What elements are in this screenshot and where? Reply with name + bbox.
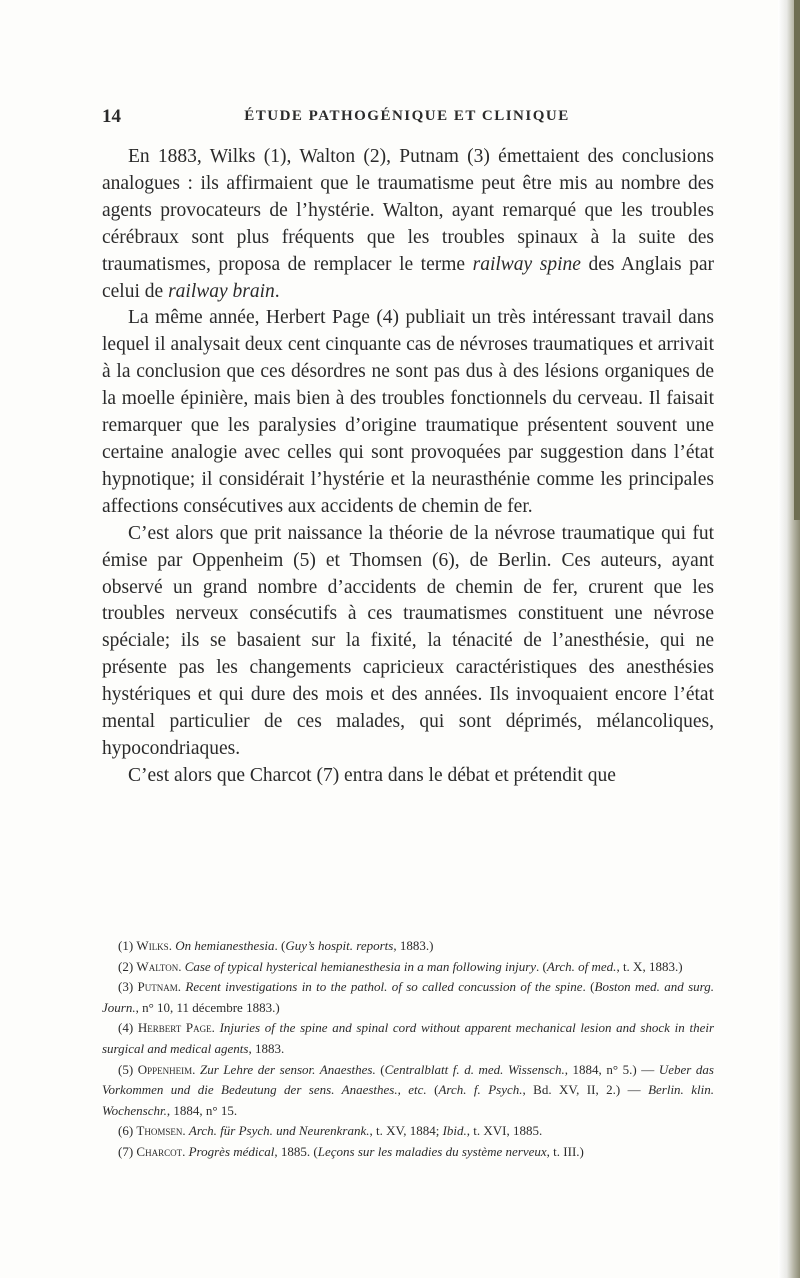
footnote-sep: . bbox=[211, 1020, 220, 1036]
page-number: 14 bbox=[102, 106, 121, 127]
binding-edge bbox=[794, 0, 800, 520]
footnote-4 bbox=[102, 1018, 714, 1059]
footnotes bbox=[102, 936, 714, 1163]
footnote-source: Ibid. bbox=[442, 1123, 467, 1139]
footnote-author: Wilks bbox=[136, 938, 169, 953]
paragraph-4: C’est alors que Charcot (7) entra dans le débat et prétendit que bbox=[128, 764, 616, 786]
term-railway-brain: railway brain bbox=[168, 280, 275, 302]
footnote-title: Injuries of the spine and spinal cord without apparent mechanical lesion and shock in their surgical and medical agents bbox=[102, 1020, 715, 1056]
footnote-source: Leçons sur les maladies du système nerveux bbox=[317, 1143, 547, 1159]
footnote-source: Boston med. and surg. Journ. bbox=[102, 979, 714, 1015]
footnote-number: (1) bbox=[118, 938, 137, 953]
footnote-sep: . bbox=[182, 1123, 189, 1139]
footnote-text: , t. XV, 1884; bbox=[369, 1123, 443, 1139]
main-text bbox=[102, 144, 714, 790]
footnote-end: , 1884, n° 15. bbox=[166, 1102, 238, 1118]
footnote-author: Herbert Page bbox=[137, 1020, 212, 1036]
footnote-text: , 1885. ( bbox=[274, 1143, 318, 1159]
paragraph-1 bbox=[102, 144, 714, 305]
footnote-source: Arch. of med. bbox=[546, 958, 617, 974]
footnote-end: , t. XVI, 1885. bbox=[466, 1123, 543, 1139]
footnote-sep: . bbox=[192, 1061, 200, 1077]
footnote-7 bbox=[102, 1142, 714, 1163]
paragraph-2: La même année, Herbert Page (4) publiait un très intéressant travail dans lequel il analysait deux cent cinquante cas de névroses traumatiques et arrivait à la conclusion que ces désordres ne sont pas dus à des lésions organiques de la moelle épinière, mais bien à des troubles fonctionnels du cerveau. Il faisait remarquer que les paralysies d’origine traumatique présentent souvent une certaine analogie avec celles qui sont provoquées par suggestion dans l’état hypnotique; il considérait l’hystérie et la neurasthénie comme les principales affections consécutives aux accidents de chemin de fer. bbox=[102, 307, 714, 517]
footnote-text: , 1884, n° 5.) — bbox=[564, 1061, 659, 1077]
footnote-text: . ( bbox=[582, 979, 595, 995]
running-title: ÉTUDE PATHOGÉNIQUE ET CLINIQUE bbox=[244, 108, 570, 124]
footnote-text: ( bbox=[375, 1061, 385, 1077]
footnote-number: (2) bbox=[118, 958, 137, 974]
footnote-end: , t. III.) bbox=[546, 1143, 584, 1159]
footnote-title: Case of typical hysterical hemianesthesia in a man following injury bbox=[184, 958, 537, 974]
footnote-number: (4) bbox=[118, 1020, 138, 1036]
footnote-2 bbox=[102, 957, 714, 978]
footnote-sep: . bbox=[168, 938, 176, 953]
footnote-title: Zur Lehre der sensor. Anaesthes. bbox=[199, 1061, 376, 1077]
footnote-3 bbox=[102, 977, 714, 1018]
footnote-author: Oppenheim bbox=[137, 1061, 193, 1077]
footnote-text: , Bd. XV, II, 2.) — bbox=[522, 1082, 649, 1098]
footnote-sep: . bbox=[178, 958, 185, 974]
footnote-author: Putnam bbox=[137, 979, 178, 995]
footnote-title: Recent investigations in to the pathol. of so called concussion of the spine bbox=[185, 979, 583, 995]
footnote-title: On hemianesthesia bbox=[175, 938, 275, 953]
footnote-text: , 1883. bbox=[248, 1040, 285, 1056]
paragraph-3: C’est alors que prit naissance la théorie de la névrose traumatique qui fut émise par Oppenheim (5) et Thomsen (6), de Berlin. Ces auteurs, ayant observé un grand nombre d’accidents de chemin de fer, crurent que les troubles nerveux consécutifs à ces traumatismes constituent une névrose spéciale; ils se basaient sur la fixité, la ténacité de l’anesthésie, qui ne présente pas les changements capricieux caractéristiques des anesthésies hystériques et qui dure des mois et des années. Ils invoquaient encore l’état mental particulier de ces malades, qui sont déprimés, mélancoliques, hypocondriaques. bbox=[102, 522, 714, 759]
footnote-text: ( bbox=[426, 1082, 439, 1098]
footnote-author: Charcot bbox=[136, 1143, 183, 1159]
footnote-author: Walton bbox=[136, 958, 179, 974]
footnote-6 bbox=[102, 1121, 714, 1142]
footnote-text: . ( bbox=[274, 938, 286, 953]
running-header bbox=[102, 106, 712, 130]
footnote-end: , n° 10, 11 décembre 1883.) bbox=[135, 999, 280, 1015]
footnote-end: , t. X, 1883.) bbox=[616, 958, 683, 974]
footnote-title: Arch. für Psych. und Neurenkrank. bbox=[188, 1123, 370, 1139]
paragraph-1-end: . bbox=[274, 280, 280, 302]
footnote-sep: . bbox=[182, 1143, 189, 1159]
footnote-sep: . bbox=[177, 979, 186, 995]
paragraph-1-text: En 1883, Wilks (1), Walton (2), Putnam (3) émettaient des conclusions analogues : ils affirmaient que le traumatisme peut être mis au nombre des agents provocateurs de l’hystérie. Walton, ayant remarqué que les troubles cérébraux sont plus fréquents que les troubles spinaux à la suite des traumatismes, proposa de remplacer le terme bbox=[102, 146, 714, 275]
footnote-number: (5) bbox=[118, 1061, 138, 1077]
footnote-5 bbox=[102, 1060, 714, 1122]
footnote-end: , 1883.) bbox=[393, 938, 434, 953]
term-railway-spine: railway spine bbox=[472, 253, 581, 275]
footnote-source: Centralblatt f. d. med. Wissensch. bbox=[384, 1061, 565, 1077]
footnote-number: (3) bbox=[118, 979, 138, 995]
footnote-title: Progrès médical bbox=[188, 1143, 275, 1159]
footnote-source: Berlin. klin. Wochenschr. bbox=[102, 1082, 714, 1118]
footnote-author: Thomsen bbox=[136, 1123, 183, 1139]
footnote-text: . ( bbox=[536, 958, 547, 974]
footnote-1 bbox=[102, 936, 714, 957]
footnote-number: (6) bbox=[118, 1123, 137, 1139]
footnote-source: Arch. f. Psych. bbox=[438, 1082, 523, 1098]
footnote-number: (7) bbox=[118, 1143, 137, 1159]
paragraph-1-text-2: des Anglais par celui de bbox=[102, 253, 715, 302]
footnote-source: Guy’s hospit. reports bbox=[285, 938, 394, 953]
footnote-title: Ueber das Vorkommen und die Bedeutung der sens. Anaesthes., etc. bbox=[102, 1061, 714, 1098]
